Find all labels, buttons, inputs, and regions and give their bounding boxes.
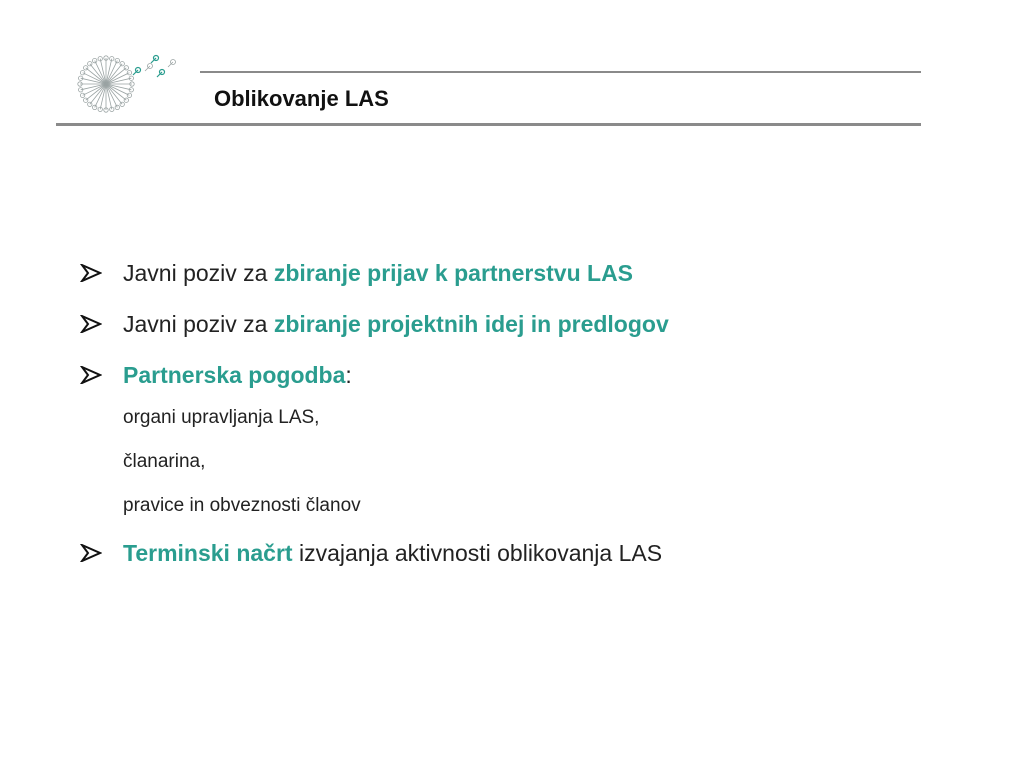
bullet-text: [123, 535, 662, 571]
bullet-text: [123, 255, 633, 291]
bullet-plain-text: Javni poziv za: [123, 311, 274, 337]
bullet-item-1: [80, 255, 960, 291]
header-rule-bottom: [56, 123, 921, 126]
arrow-bullet-icon: [80, 544, 102, 562]
bullet-highlight-text: Terminski načrt: [123, 540, 293, 566]
bullet-highlight-text: zbiranje projektnih idej in predlogov: [273, 311, 669, 337]
sub-item-3: pravice in obveznosti članov: [123, 495, 361, 516]
sub-item-1: organi upravljanja LAS,: [123, 407, 320, 428]
bullet-plain-text: Javni poziv za: [123, 260, 274, 286]
bullet-item-2: [80, 306, 960, 342]
bullet-list: [80, 255, 960, 571]
bullet-plain-text: izvajanja aktivnosti oblikovanja LAS: [292, 540, 663, 566]
dandelion-logo-icon: [76, 48, 184, 118]
arrow-bullet-icon: [80, 315, 102, 333]
header-rule-top: [200, 71, 921, 73]
sub-item-2: članarina,: [123, 451, 206, 472]
bullet-highlight-text: Partnerska pogodba: [123, 362, 346, 388]
arrow-bullet-icon: [80, 264, 102, 282]
arrow-bullet-icon: [80, 366, 102, 384]
page-title: Oblikovanje LAS: [214, 86, 389, 111]
bullet-text: [123, 306, 669, 342]
bullet-item-4: [80, 535, 960, 571]
bullet-plain-text: :: [345, 362, 352, 388]
bullet-text: [123, 357, 352, 393]
bullet-highlight-text: zbiranje prijav k partnerstvu LAS: [273, 260, 634, 286]
bullet-item-3: [80, 357, 960, 393]
